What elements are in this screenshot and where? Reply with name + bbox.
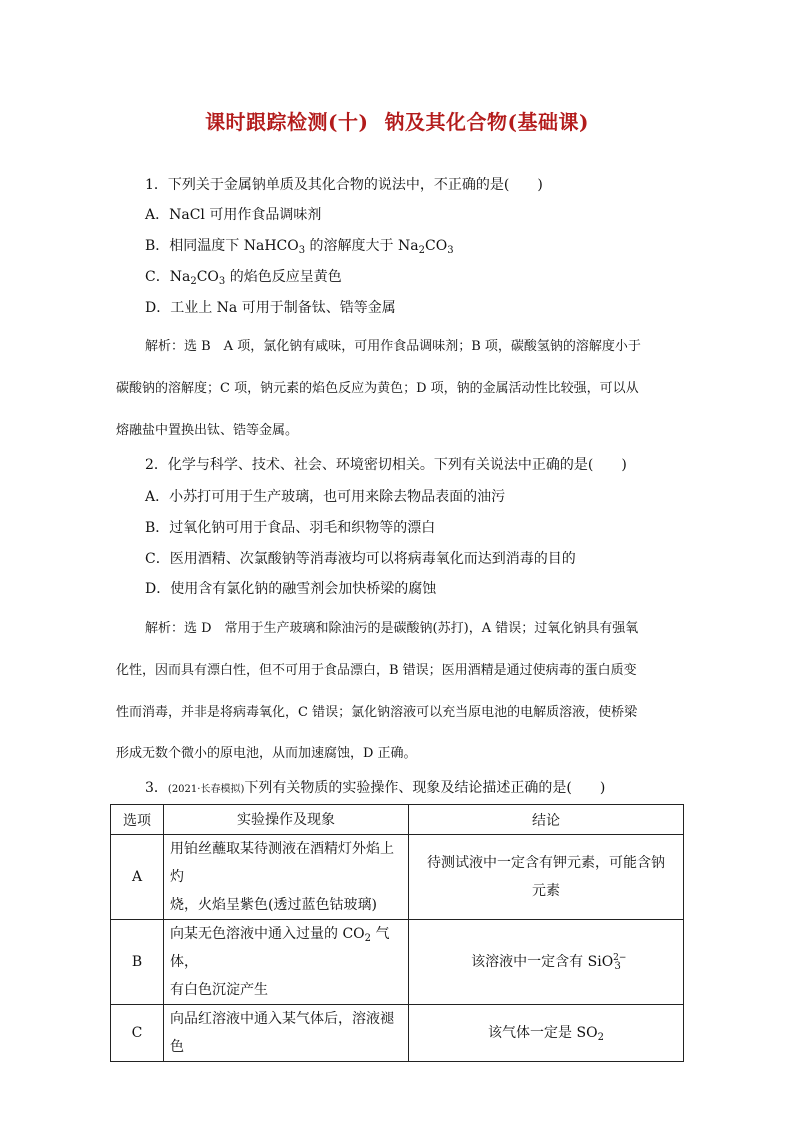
table-cell-conclusion: 待测试液中一定含有钾元素，可能含钠 元素: [409, 835, 684, 920]
q1-option-a: A．NaCl 可用作食品调味剂: [145, 207, 322, 223]
table-row: [111, 1005, 684, 1062]
table-cell-operation: 向品红溶液中通入某气体后，溶液褪色: [164, 1005, 409, 1062]
q3-stem: 3．(2021·长春模拟)下列有关物质的实验操作、现象及结论描述正确的是( ): [145, 780, 606, 796]
table-row: [111, 835, 684, 920]
q2-analysis-line3: 性而消毒，并非是将病毒氧化，C 错误；氯化钠溶液可以充当原电池的电解质溶液，使桥梁: [116, 705, 638, 720]
q1-analysis-line3: 熔融盐中置换出钛、锆等金属。: [116, 423, 299, 438]
q1-analysis-line2: 碳酸钠的溶解度；C 项，钠元素的焰色反应为黄色；D 项，钠的金属活动性比较强，可以从: [116, 381, 639, 396]
q3-source: (2021·长春模拟): [167, 784, 245, 795]
q2-option-c: C．医用酒精、次氯酸钠等消毒液均可以将病毒氧化而达到消毒的目的: [145, 551, 576, 567]
q3-table: [110, 804, 684, 1062]
table-cell-conclusion: 该气体一定是 $SO_2$: [409, 1005, 684, 1062]
q1-option-c: C．$Na_2CO_3$ 的焰色反应呈黄色: [145, 269, 342, 287]
q1-stem: 1．下列关于金属钠单质及其化合物的说法中，不正确的是( ): [145, 177, 543, 193]
q2-analysis-line2: 化性，因而具有漂白性，但不可用于食品漂白，B 错误；医用酒精是通过使病毒的蛋白质变: [116, 663, 637, 678]
table-cell-operation: 用铂丝蘸取某待测液在酒精灯外焰上灼 烧，火焰呈紫色(透过蓝色钴玻璃): [164, 835, 409, 920]
table-header: 实验操作及现象: [164, 805, 409, 835]
q2-option-a: A．小苏打可用于生产玻璃，也可用来除去物品表面的油污: [145, 489, 506, 505]
title-right-tag: (基础课): [507, 110, 589, 134]
table-row: [111, 920, 684, 1005]
table-cell-conclusion: 该溶液中一定含有 SiO$^{2-}_3$: [409, 920, 684, 1005]
table-cell-option: C: [111, 1005, 164, 1062]
q1-option-d: D．工业上 Na 可用于制备钛、锆等金属: [145, 300, 396, 316]
table-cell-operation: 向某无色溶液中通入过量的 $CO_2$ 气体， 有白色沉淀产生: [164, 920, 409, 1005]
table-header: 结论: [409, 805, 684, 835]
q1-analysis-line1: 解析：选 B A 项，氯化钠有咸味，可用作食品调味剂；B 项，碳酸氢钠的溶解度小于: [145, 339, 641, 354]
q2-analysis-line4: 形成无数个微小的原电池，从而加速腐蚀，D 正确。: [116, 746, 417, 761]
table-cell-option: A: [111, 835, 164, 920]
title-right-main: 钠及其化合物: [384, 110, 508, 134]
table-cell-option: B: [111, 920, 164, 1005]
table-header: 选项: [111, 805, 164, 835]
q2-option-d: D．使用含有氯化钠的融雪剂会加快桥梁的腐蚀: [145, 581, 437, 597]
title-left: 课时跟踪检测(十): [205, 110, 369, 134]
page-title: [0, 106, 794, 135]
q2-option-b: B．过氧化钠可用于食品、羽毛和织物等的漂白: [145, 520, 436, 536]
table-header-row: [111, 805, 684, 835]
q2-stem: 2．化学与科学、技术、社会、环境密切相关。下列有关说法中正确的是( ): [145, 457, 627, 473]
q1-option-b: B．相同温度下 NaHCO$_3$ 的溶解度大于 $Na_2CO_3$: [145, 238, 454, 256]
q2-analysis-line1: 解析：选 D 常用于生产玻璃和除油污的是碳酸钠(苏打)，A 错误；过氧化钠具有强氧: [145, 621, 639, 636]
